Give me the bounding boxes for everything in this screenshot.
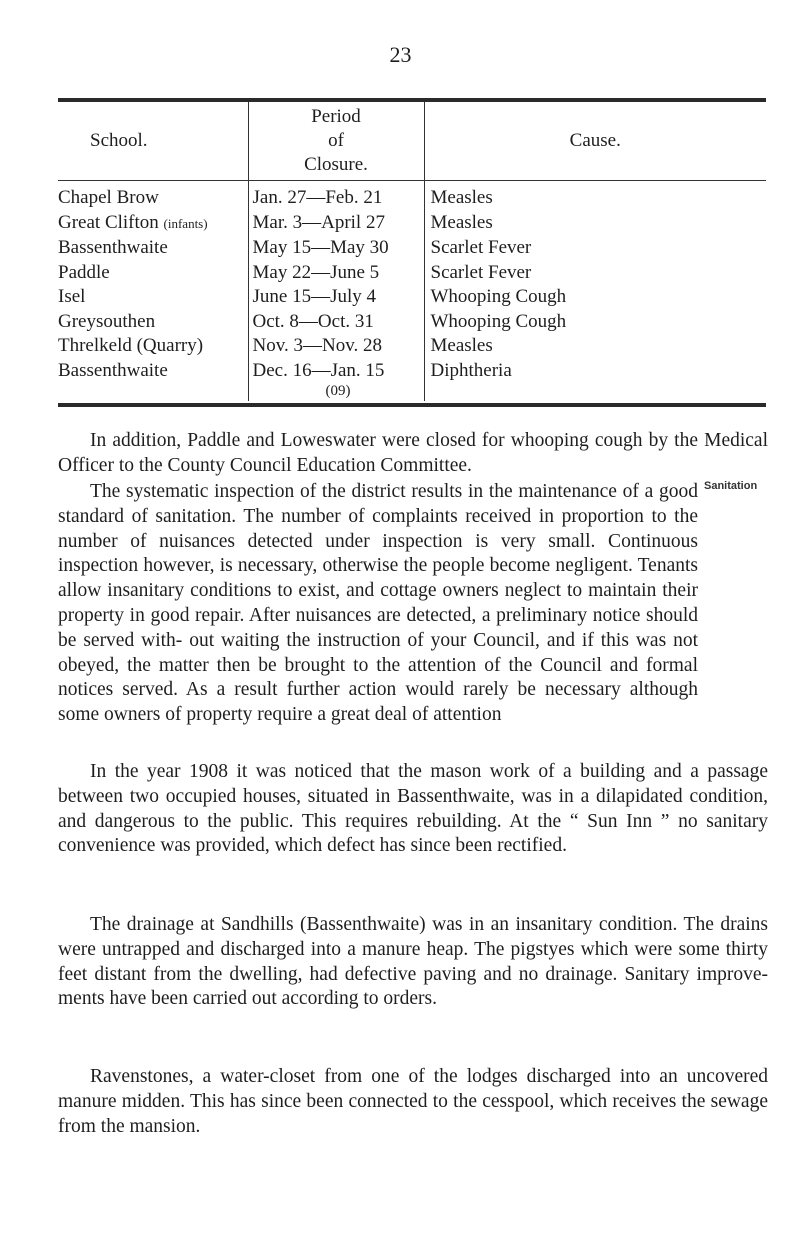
school-name: Chapel Brow bbox=[58, 187, 159, 208]
cell-period: Jan. 27—Feb. 21 bbox=[248, 181, 424, 211]
table-bottom-rule bbox=[58, 403, 766, 407]
paragraph-inspection bbox=[58, 480, 698, 728]
school-name: Isel bbox=[58, 286, 86, 307]
table-row bbox=[58, 310, 766, 335]
table-row bbox=[58, 261, 766, 286]
cell-period: Oct. 8—Oct. 31 bbox=[248, 310, 424, 335]
cell-school bbox=[58, 236, 248, 261]
page-number: 23 bbox=[389, 42, 412, 67]
header-period bbox=[248, 102, 424, 181]
paragraph-text: Ravenstones, a water-closet from one of the lodges discharged into an uncovered manure midden. This has since been connected to the cesspool, which receives the sewage from the mansion. bbox=[58, 1066, 768, 1137]
margin-note-sanitation: Sanitation bbox=[704, 480, 758, 492]
cell-period: June 15—July 4 bbox=[248, 285, 424, 310]
cell-period: Nov. 3—Nov. 28 bbox=[248, 334, 424, 359]
cell-period: May 15—May 30 bbox=[248, 236, 424, 261]
cell-cause: Measles bbox=[430, 335, 493, 356]
school-name: Great Clifton bbox=[58, 211, 164, 233]
header-cause: Cause. bbox=[424, 102, 766, 181]
school-note: (infants) bbox=[163, 215, 208, 231]
header-period-line-2: of bbox=[328, 130, 344, 151]
cell-cause: Measles bbox=[430, 187, 493, 208]
header-period-line-1: Period bbox=[311, 106, 361, 127]
paragraph-sandhills bbox=[58, 913, 768, 1012]
cell-cause: Measles bbox=[430, 211, 493, 233]
cell-school bbox=[58, 285, 248, 310]
cell-school bbox=[58, 261, 248, 286]
cell-cause: Whooping Cough bbox=[430, 286, 567, 307]
cell-school bbox=[58, 310, 248, 335]
period-text: Dec. 16—Jan. 15 bbox=[252, 359, 385, 381]
cell-school bbox=[58, 334, 248, 359]
paragraph-1908 bbox=[58, 760, 768, 859]
school-name: Greysouthen bbox=[58, 310, 156, 332]
cell-school bbox=[58, 181, 248, 211]
closure-table bbox=[58, 102, 766, 401]
cell-period bbox=[248, 359, 424, 402]
cell-cause: Diphtheria bbox=[430, 359, 512, 381]
table-row bbox=[58, 285, 766, 310]
paragraph-text: The drainage at Sandhills (Bassenthwaite) was in an insanitary condition. The drains were untrapped and discharged into a manure heap. The pigstyes which were some thirty feet distant from the dwelling, had defective paving and no drainage. Sanitary improve- ments have been carried out according to orders. bbox=[58, 914, 768, 1010]
table-row bbox=[58, 359, 766, 402]
cell-cause: Scarlet Fever bbox=[430, 237, 532, 258]
year-note: (09) bbox=[325, 383, 351, 399]
cell-cause: Whooping Cough bbox=[430, 310, 567, 332]
table-header-row bbox=[58, 102, 766, 181]
header-period-line-3: Closure. bbox=[304, 154, 368, 175]
school-name: Bassenthwaite bbox=[58, 359, 168, 381]
cell-period: May 22—June 5 bbox=[248, 261, 424, 286]
table-row bbox=[58, 211, 766, 237]
cell-school bbox=[58, 359, 248, 402]
school-name: Paddle bbox=[58, 261, 110, 283]
header-school: School. bbox=[58, 102, 248, 181]
paragraph-ravenstones bbox=[58, 1065, 768, 1139]
paragraph-closures bbox=[58, 429, 768, 479]
cell-school bbox=[58, 211, 248, 237]
table-row bbox=[58, 236, 766, 261]
paragraph-text: The systematic inspection of the district results in the maintenance of a good standard of sanitation. The number of complaints received in proportion to the number of nuisances detected under inspection is very small. Continuous inspection however, is necessary, otherwise the people become negligent. Tenants allow insanitary conditions to exist, and cottage owners neglect to maintain their property in good repair. After nuisances are detected, a preliminary notice should be served with- out waiting the instruction of your Council, and if this was not obeyed, the matter then be brought to the attention of the Council and formal notices served. As a result further action would rarely be necessary although some owners of property require a great deal of attention bbox=[58, 481, 698, 726]
school-closure-table bbox=[58, 98, 766, 407]
table-row bbox=[58, 181, 766, 211]
cell-cause: Scarlet Fever bbox=[430, 261, 532, 283]
paragraph-text: In addition, Paddle and Loweswater were closed for whooping cough by the Medical Officer to the County Council Education Committee. bbox=[58, 430, 768, 476]
paragraph-text: In the year 1908 it was noticed that the mason work of a building and a passage between two occupied houses, situated in Bassenthwaite, was in a dilapidated condition, and dangerous to the public. This requires rebuilding. At the “ Sun Inn ” no sanitary convenience was provided, which defect has since been rectified. bbox=[58, 761, 768, 857]
table-row bbox=[58, 334, 766, 359]
cell-period: Mar. 3—April 27 bbox=[248, 211, 424, 237]
school-name: Bassenthwaite bbox=[58, 237, 168, 258]
school-name: Threlkeld (Quarry) bbox=[58, 335, 204, 356]
